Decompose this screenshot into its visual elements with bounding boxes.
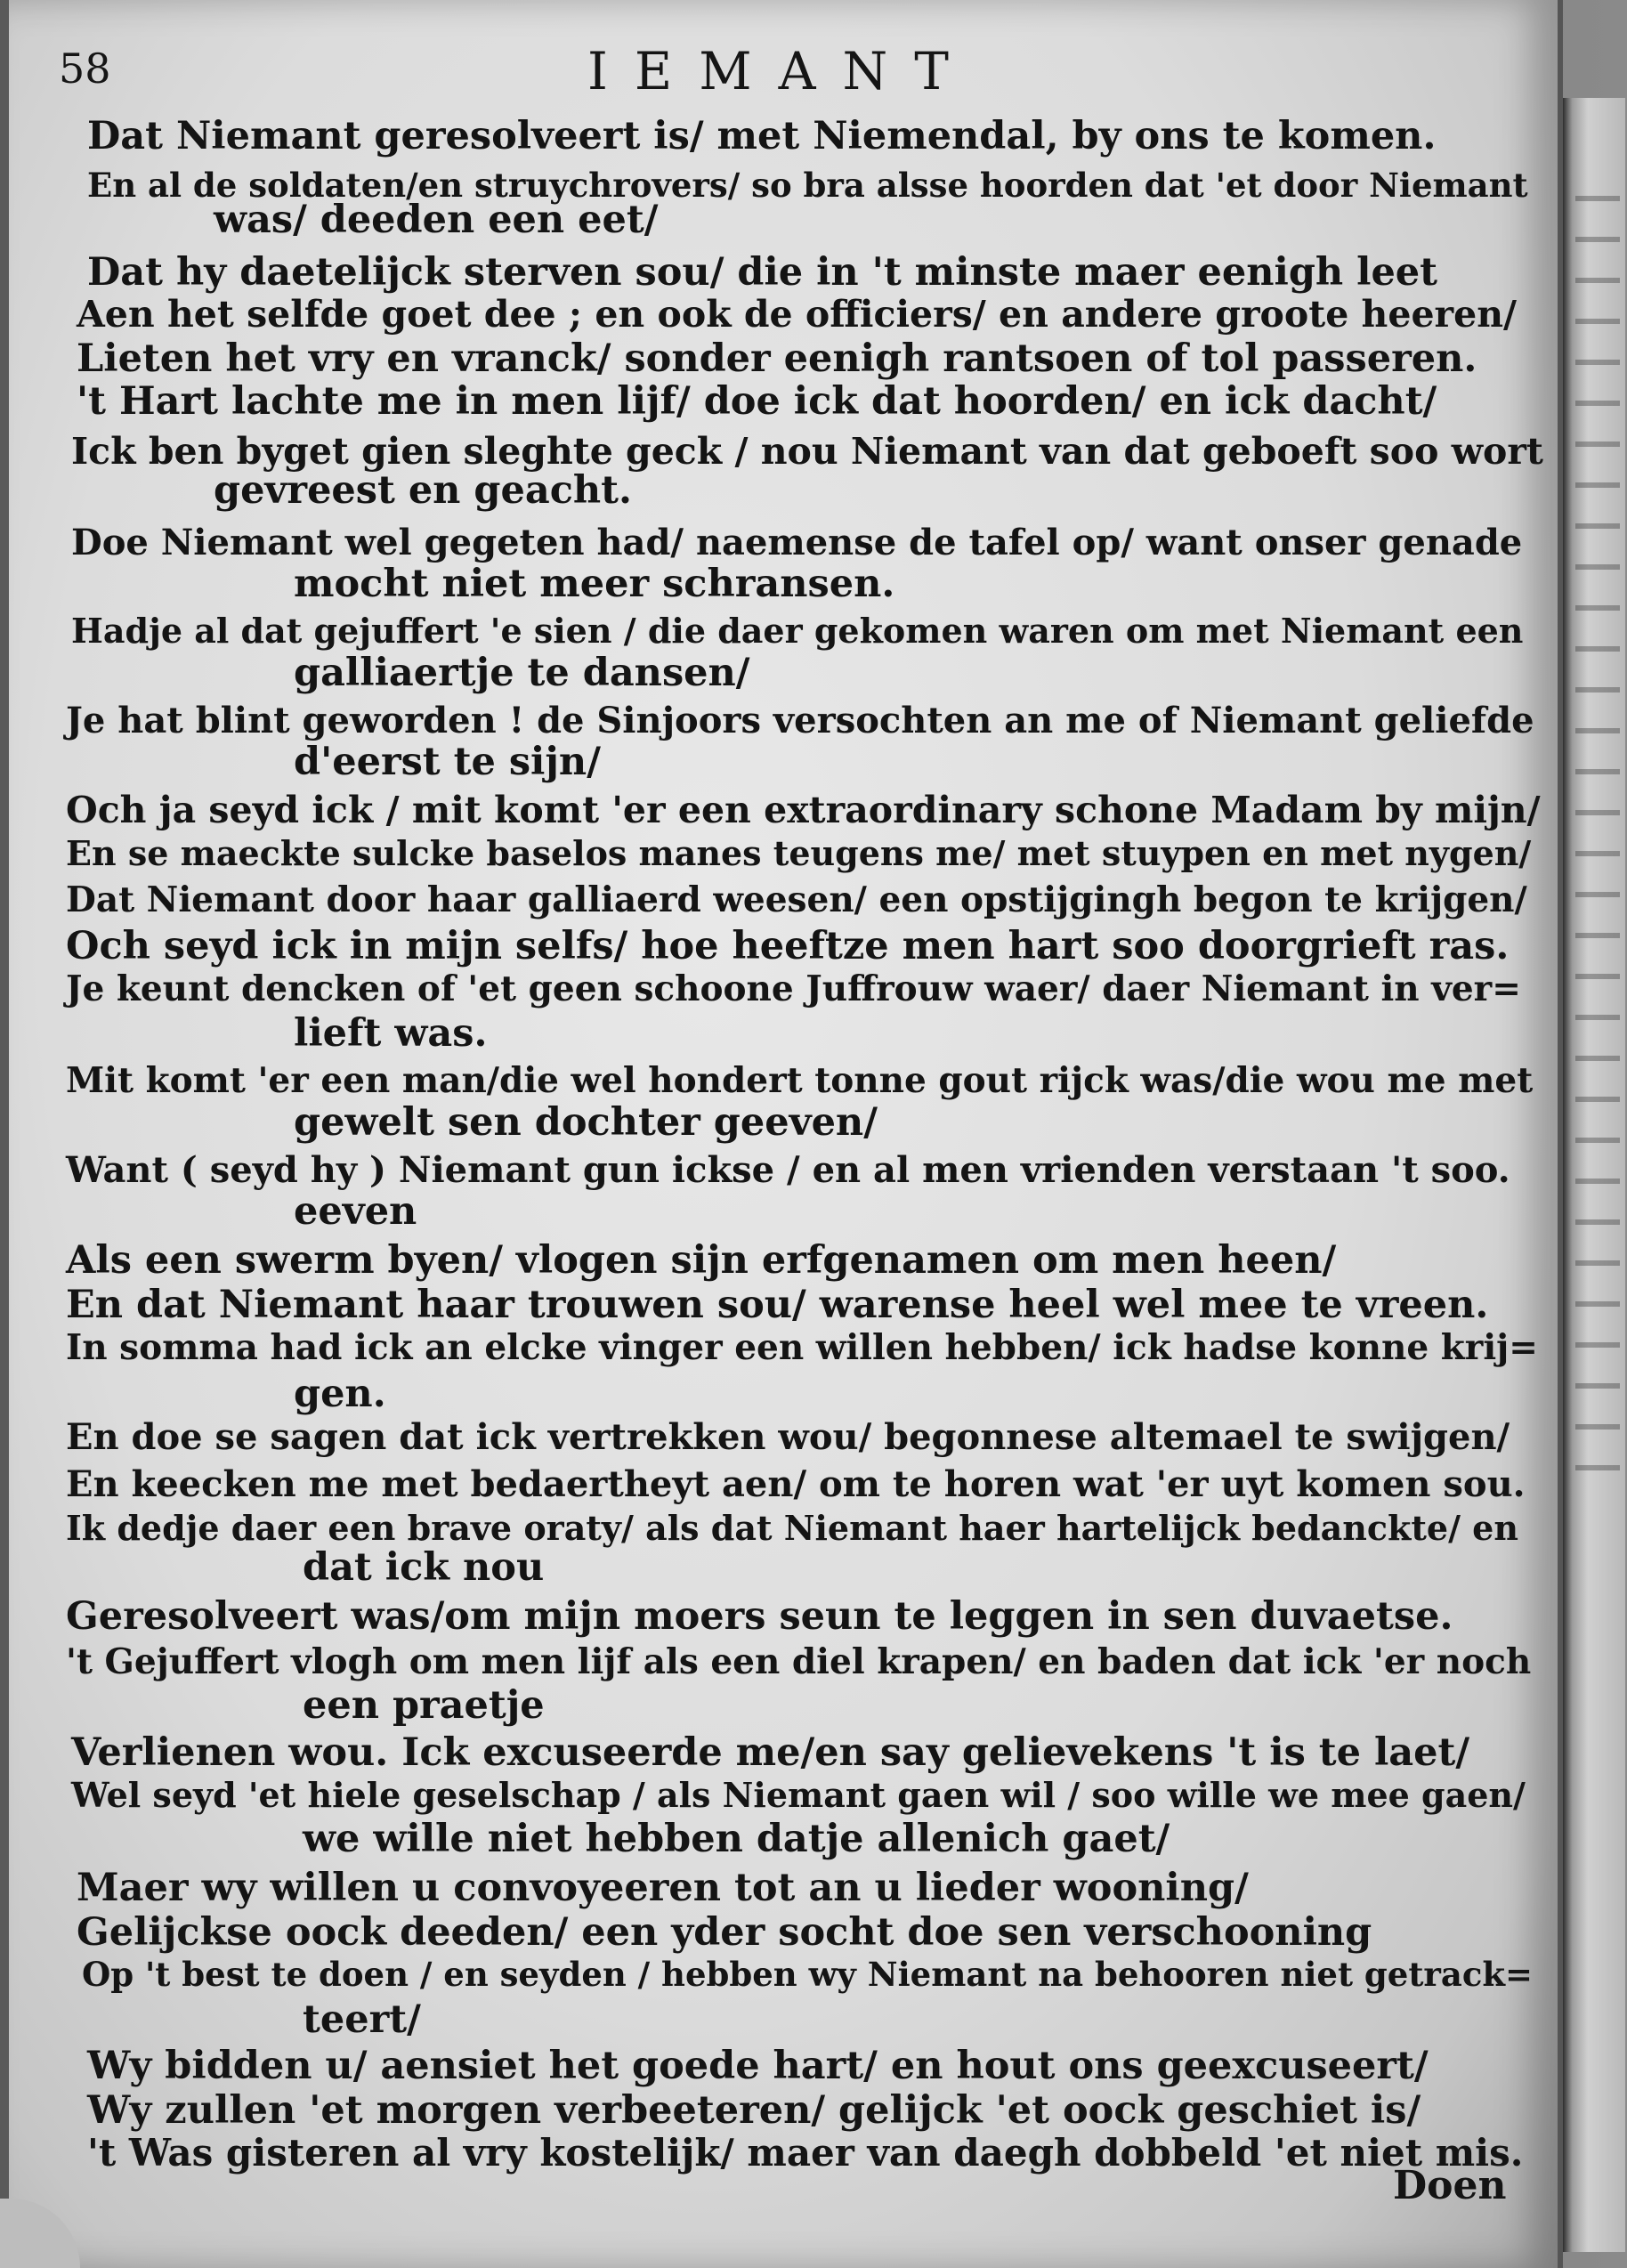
text-line: was/ deeden een eet/ — [214, 198, 659, 242]
text-line: teert/ — [303, 1997, 421, 2042]
text-line: Want ( seyd hy ) Niemant gun ickse / en al men vrienden verstaan 't soo. — [66, 1149, 1510, 1191]
text-line: In somma had ick an elcke vinger een willen hebben/ ick hadse konne krij= — [66, 1327, 1538, 1368]
text-line: Je hat blint geworden ! de Sinjoors versochten an me of Niemant geliefde — [66, 700, 1534, 741]
text-line: gevreest en geacht. — [214, 468, 632, 513]
text-line: Wy zullen 'et morgen verbeeteren/ gelijck 'et oock geschiet is/ — [87, 2088, 1421, 2133]
text-line: 't Gejuffert vlogh om men lijf als een diel krapen/ en baden dat ick 'er noch — [66, 1641, 1532, 1682]
text-line: d'eerst te sijn/ — [294, 740, 601, 784]
text-line: Ick ben byget gien sleghte geck / nou Niemant van dat geboeft soo wort — [71, 430, 1543, 473]
text-line: 't Hart lachte me in men lijf/ doe ick dat hoorden/ en ick dacht/ — [77, 379, 1437, 424]
text-line: gewelt sen dochter geeven/ — [294, 1100, 878, 1145]
text-line: we wille niet hebben datje allenich gaet/ — [303, 1817, 1170, 1861]
text-line: Je keunt dencken of 'et geen schoone Juffrouw waer/ daer Niemant in ver= — [66, 968, 1521, 1009]
text-line: Gelijckse oock deeden/ een yder socht doe sen verschooning — [77, 1910, 1372, 1955]
text-line: Geresolveert was/om mijn moers seun te leggen in sen duvaetse. — [66, 1594, 1453, 1639]
text-line: Dat Niemant door haar galliaerd weesen/ een opstijgingh begon te krijgen/ — [66, 879, 1527, 920]
text-line: En keecken me met bedaertheyt aen/ om te horen wat 'er uyt komen sou. — [66, 1463, 1526, 1505]
text-line: Och seyd ick in mijn selfs/ hoe heeftze men hart soo doorgrieft ras. — [66, 924, 1510, 968]
text-line: eeven — [294, 1189, 417, 1234]
running-head: IEMANT — [587, 41, 975, 101]
text-line: Als een swerm byen/ vlogen sijn erfgenamen om men heen/ — [66, 1238, 1337, 1283]
text-line: En se maeckte sulcke baselos manes teugens me/ met stuypen en met nygen/ — [66, 833, 1532, 873]
text-line: Ik dedje daer een brave oraty/ als dat Niemant haer hartelijck bedanckte/ en — [66, 1508, 1518, 1548]
text-line: Op 't best te doen / en seyden / hebben wy Niemant na behooren niet getrack= — [82, 1955, 1534, 1994]
text-line: Wel seyd 'et hiele geselschap / als Niemant gaen wil / soo wille we mee gaen/ — [71, 1775, 1526, 1815]
text-line: gen. — [294, 1372, 386, 1416]
text-line: dat ick nou — [303, 1545, 545, 1590]
text-line: 't Was gisteren al vry kostelijk/ maer van daegh dobbeld 'et niet mis. — [87, 2131, 1524, 2175]
text-line: En doe se sagen dat ick vertrekken wou/ begonnese altemael te swijgen/ — [66, 1416, 1510, 1458]
text-line: Mit komt 'er een man/die wel hondert tonne gout rijck was/die wou me met — [66, 1060, 1534, 1101]
text-line: een praetje — [303, 1683, 545, 1728]
text-line: En dat Niemant haar trouwen sou/ warense heel wel mee te vreen. — [66, 1283, 1489, 1327]
text-line: Dat hy daetelijck sterven sou/ die in 't minste maer eenigh leet — [87, 250, 1438, 295]
text-line: lieft was. — [294, 1011, 488, 1056]
text-line: Aen het selfde goet dee ; en ook de officiers/ en andere groote heeren/ — [77, 293, 1517, 336]
text-line: Hadje al dat gejuffert 'e sien / die daer gekomen waren om met Niemant een — [71, 611, 1524, 651]
adjacent-page-text-marks — [1575, 160, 1620, 1495]
text-line: Och ja seyd ick / mit komt 'er een extraordinary schone Madam by mijn/ — [66, 789, 1541, 831]
catchword: Doen — [1393, 2163, 1507, 2208]
text-line: Verlienen wou. Ick excuseerde me/en say gelievekens 't is te laet/ — [71, 1730, 1470, 1775]
text-line: En al de soldaten/en struychrovers/ so bra alsse hoorden dat 'et door Niemant — [87, 166, 1528, 205]
text-line: galliaertje te dansen/ — [294, 651, 750, 695]
text-line: Lieten het vry en vranck/ sonder eenigh rantsoen of tol passeren. — [77, 336, 1477, 381]
text-line: Wy bidden u/ aensiet het goede hart/ en hout ons geexcuseert/ — [87, 2044, 1429, 2088]
text-line: mocht niet meer schransen. — [294, 562, 895, 606]
page-number: 58 — [59, 45, 111, 93]
text-line: Doe Niemant wel gegeten had/ naemense de tafel op/ want onser genade — [71, 522, 1523, 563]
text-line: Dat Niemant geresolveert is/ met Niemendal, by ons te komen. — [87, 114, 1437, 158]
text-line: Maer wy willen u convoyeeren tot an u lieder wooning/ — [77, 1866, 1249, 1910]
